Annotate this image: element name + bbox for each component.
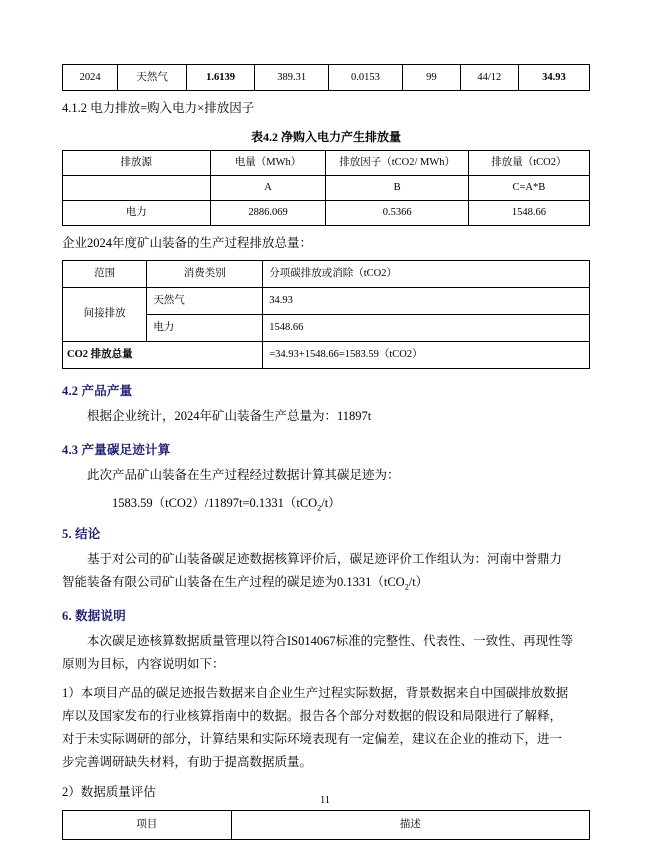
- table-total-row: [63, 341, 590, 368]
- section-42-body: 根据企业统计，2024年矿山装备生产总量为：11897t: [87, 408, 372, 423]
- section-6-body-line1: 本次碳足迹核算数据质量管理以符合IS014067标准的完整性、代表性、一致性、再现性等: [87, 634, 574, 649]
- cell-scope-indirect: 间接排放: [63, 287, 147, 341]
- header-scope: 范围: [63, 260, 147, 287]
- header-factor: 排放因子（tCO2/ MWh）: [326, 150, 468, 175]
- table-electricity-emission: [62, 150, 590, 226]
- cell-value-3: 0.0153: [329, 65, 403, 91]
- cell-factor: 0.5366: [326, 200, 468, 225]
- symbol-c: C=A*B: [468, 175, 589, 200]
- cell-source: 电力: [63, 200, 211, 225]
- formula-part-b: /t）: [321, 495, 341, 510]
- process-emission-intro: 企业2024年度矿山装备的生产过程排放总量：: [62, 235, 313, 250]
- cell-value-electricity: 1548.66: [263, 314, 590, 341]
- section-6-heading: 6. 数据说明: [62, 609, 126, 624]
- symbol-b: B: [326, 175, 468, 200]
- section-43-formula: [62, 493, 590, 513]
- header-item: 项目: [63, 810, 232, 839]
- table-header-row: [63, 810, 590, 839]
- section-6-body-line2: 原则为目标，内容说明如下：: [62, 657, 225, 672]
- header-category: 消费类别: [147, 260, 263, 287]
- table-row: [63, 287, 590, 314]
- section-6-item1-line3: 对于未实际调研的部分，计算结果和实际环境表现有一定偏差，建议在企业的推动下，进一: [62, 731, 563, 746]
- symbol-a: A: [210, 175, 326, 200]
- cell-emission: 1548.66: [468, 200, 589, 225]
- table-process-emission-total: [62, 260, 590, 369]
- header-value: 分项碳排放或消除（tCO2）: [263, 260, 590, 287]
- section-6-item1-line2: 库以及国家发布的行业核算指南中的数据。报告各个部分对数据的假设和局限进行了解释，: [62, 709, 563, 723]
- cell-electricity: 2886.069: [210, 200, 326, 225]
- cell-value-4: 99: [402, 65, 460, 91]
- table-header-row: [63, 260, 590, 287]
- cell-value-gas: 34.93: [263, 287, 590, 314]
- header-source: 排放源: [63, 150, 211, 175]
- section-5-text: 智能装备有限公司矿山装备在生产过程的碳足迹为0.1331（tCO: [62, 574, 405, 589]
- cell-total-value: =34.93+1548.66=1583.59（tCO2）: [263, 341, 590, 368]
- section-5-body-line1: 基于对公司的矿山装备碳足迹数据核算评价后，碳足迹评价工作组认为：河南中誉鼎力: [87, 552, 563, 566]
- section-42-heading: 4.2 产品产量: [62, 383, 133, 398]
- table-42-title: 表4.2 净购入电力产生排放量: [250, 129, 401, 144]
- symbol-blank: [63, 175, 211, 200]
- table-data-quality: [62, 810, 590, 840]
- page-content: [62, 64, 590, 840]
- table-symbol-row: [63, 175, 590, 200]
- cell-total-label: CO2 排放总量: [63, 341, 263, 368]
- cell-total: 34.93: [518, 65, 589, 91]
- cell-year: 2024: [63, 65, 118, 91]
- cell-category-gas: 天然气: [147, 287, 263, 314]
- section-6-item1-line4: 步完善调研缺失材料，有助于提高数据质量。: [62, 754, 313, 769]
- section-43-heading: 4.3 产量碳足迹计算: [62, 442, 171, 457]
- section-412-heading: 4.1.2 电力排放=购入电力×排放因子: [62, 101, 255, 115]
- table-natural-gas-emission: [62, 64, 590, 91]
- section-6-item1-line1: 1）本项目产品的碳足迹报告数据来自企业生产过程实际数据，背景数据来自中国碳排放数据: [62, 686, 569, 701]
- cell-fuel-type: 天然气: [118, 65, 187, 91]
- header-electricity: 电量（MWh）: [210, 150, 326, 175]
- section-6-item2: 2）数据质量评估: [62, 784, 156, 799]
- formula-subscript: 2: [317, 503, 322, 512]
- cell-category-electricity: 电力: [147, 314, 263, 341]
- section-5-heading: 5. 结论: [62, 527, 101, 541]
- section-5-body-line2: [62, 572, 590, 595]
- table-header-row: [63, 150, 590, 175]
- formula-part-a: 1583.59（tCO2）/11897t=0.1331（tCO: [112, 495, 318, 510]
- cell-value-1: 1.6139: [186, 65, 255, 91]
- cell-value-2: 389.31: [255, 65, 329, 91]
- header-emission: 排放量（tCO2）: [468, 150, 589, 175]
- page-number: 11: [319, 795, 331, 806]
- table-row: [63, 200, 590, 225]
- table-row: [63, 65, 590, 91]
- cell-value-5: 44/12: [460, 65, 518, 91]
- section-43-body: 此次产品矿山装备在生产过程经过数据计算其碳足迹为：: [87, 467, 400, 482]
- section-5-text-end: /t）: [408, 574, 429, 589]
- section-5-subscript: 2: [404, 582, 409, 592]
- header-description: 描述: [231, 810, 589, 839]
